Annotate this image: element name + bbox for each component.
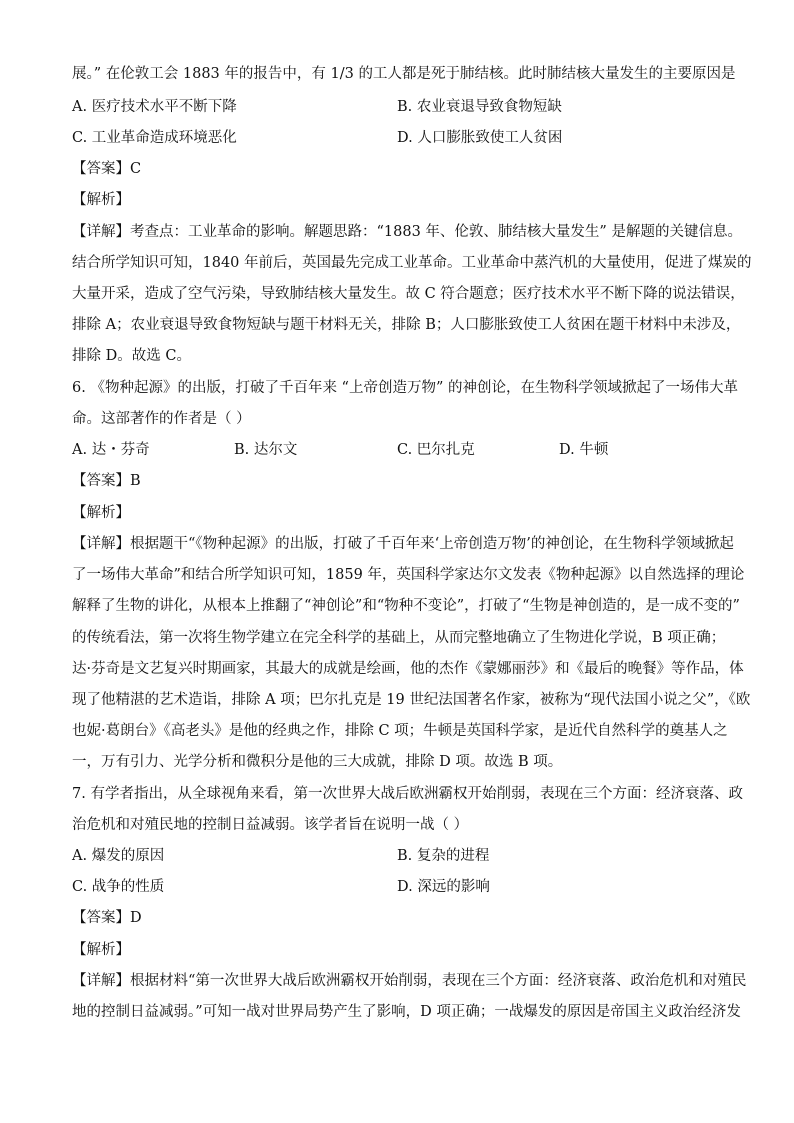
q7-answer: 【答案】D [72, 910, 142, 926]
q5-detail-line: 大量开采，造成了空气污染，导致肺结核大量发生。故 C 符合题意；医疗技术水平不断下降的说法错误， [72, 286, 745, 302]
q7-option-d: D. 深远的影响 [397, 879, 490, 895]
q6-analysis-label: 【解析】 [72, 505, 130, 521]
q6-detail-line: 一，万有引力、光学分析和微积分是他的三大成就，排除 D 项。故选 B 项。 [72, 754, 563, 770]
q6-answer: 【答案】B [72, 473, 141, 489]
q6-option-d: D. 牛顿 [559, 442, 609, 458]
q5-detail-line: 结合所学知识可知，1840 年前后，英国最先完成工业革命。工业革命中蒸汽机的大量使用，促进了煤炭的 [72, 255, 752, 271]
q7-stem-line: 治危机和对殖民地的控制日益减弱。该学者旨在说明一战（ ） [72, 817, 469, 833]
q5-option-a: A. 医疗技术水平不断下降 [72, 99, 237, 115]
q6-option-a: A. 达・芬奇 [72, 442, 150, 458]
q5-stem: 展。” 在伦敦工会 1883 年的报告中，有 1/3 的工人都是死于肺结核。此时肺结核大量发生的主要原因是 [72, 66, 736, 82]
q7-analysis-label: 【解析】 [72, 942, 130, 958]
q7-detail-line: 地的控制日益减弱。”可知一战对世界局势产生了影响，D 项正确；一战爆发的原因是帝国主义政治经济发 [72, 1004, 741, 1020]
q6-stem-line: 命。这部著作的作者是（ ） [72, 411, 251, 427]
q6-detail-line: 也妮·葛朗台》《高老头》是他的经典之作，排除 C 项；牛顿是英国科学家，是近代自然科学的奠基人之 [72, 723, 728, 739]
q7-option-c: C. 战争的性质 [72, 879, 165, 895]
q5-detail-line: 【详解】考查点：工业革命的影响。解题思路：“1883 年、伦敦、肺结核大量发生” 是解题的关键信息。 [72, 224, 742, 240]
q7-option-b: B. 复杂的进程 [397, 848, 490, 864]
q5-option-b: B. 农业衰退导致食物短缺 [397, 99, 562, 115]
q5-detail-line: 排除 D。故选 C。 [72, 348, 191, 364]
q6-detail-line: 了一场伟大革命”和结合所学知识可知，1859 年，英国科学家达尔文发表《物种起源》以自然选择的理论 [72, 567, 745, 583]
q7-detail-line: 【详解】根据材料“第一次世界大战后欧洲霸权开始削弱，表现在三个方面：经济衰落、政治危机和对殖民 [72, 973, 747, 989]
q6-detail-line: 达·芬奇是文艺复兴时期画家，其最大的成就是绘画，他的杰作《蒙娜丽莎》和《最后的晚餐》等作品，体 [72, 661, 744, 677]
q7-stem-line: 7. 有学者指出，从全球视角来看，第一次世界大战后欧洲霸权开始削弱，表现在三个方面：经济衰落、政 [72, 786, 743, 802]
q5-answer: 【答案】C [72, 161, 142, 177]
q6-detail-line: 的传统看法，第一次将生物学建立在完全科学的基础上，从而完整地确立了生物进化学说，B 项正确； [72, 630, 726, 646]
q5-analysis-label: 【解析】 [72, 192, 130, 208]
q6-detail-line: 【详解】根据题干“《物种起源》的出版，打破了千百年来‘上帝创造万物’的神创论，在生物科学领域掀起 [72, 536, 734, 552]
q6-option-b: B. 达尔文 [234, 442, 298, 458]
q6-option-c: C. 巴尔扎克 [397, 442, 475, 458]
q5-option-c: C. 工业革命造成环境恶化 [72, 130, 237, 146]
q6-stem-line: 6. 《物种起源》的出版，打破了千百年来 “上帝创造万物” 的神创论，在生物科学领域掀起了一场伟大革 [72, 380, 738, 396]
q5-option-d: D. 人口膨胀致使工人贫困 [397, 130, 563, 146]
q5-detail-line: 排除 A；农业衰退导致食物短缺与题干材料无关，排除 B；人口膨胀致使工人贫困在题干材料中未涉及， [72, 317, 741, 333]
q6-detail-line: 解释了生物的讲化，从根本上推翻了“神创论”和“物种不变论”，打破了“生物是神创造的，是一成不变的” [72, 598, 740, 614]
q7-option-a: A. 爆发的原因 [72, 848, 165, 864]
q6-detail-line: 现了他精湛的艺术造诣，排除 A 项；巴尔扎克是 19 世纪法国著名作家，被称为“现代法国小说之父”，《欧 [72, 692, 751, 708]
